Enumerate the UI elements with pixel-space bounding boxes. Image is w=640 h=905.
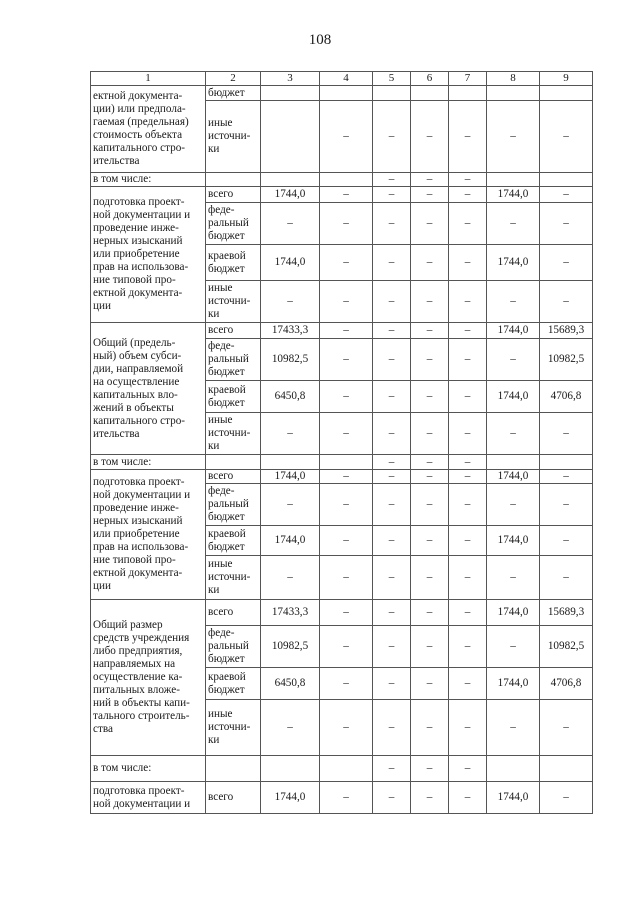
- funding-source: всего: [206, 600, 261, 626]
- value-cell: 1744,0: [487, 782, 540, 814]
- value-cell: –: [373, 413, 411, 455]
- column-header: 3: [261, 72, 320, 86]
- value-cell: [320, 173, 373, 187]
- value-cell: –: [487, 339, 540, 381]
- value-cell: 17433,3: [261, 323, 320, 339]
- value-cell: [261, 455, 320, 470]
- table-row: [91, 187, 593, 203]
- value-cell: –: [373, 203, 411, 245]
- value-cell: –: [411, 339, 449, 381]
- value-cell: –: [411, 455, 449, 470]
- row-description: ектной документа- ции) или предпола- гаемая (предельная) стоимость объекта капитального стро- ительства: [91, 86, 206, 173]
- value-cell: 15689,3: [540, 600, 593, 626]
- value-cell: –: [320, 381, 373, 413]
- value-cell: –: [487, 413, 540, 455]
- value-cell: –: [411, 413, 449, 455]
- value-cell: –: [449, 526, 487, 556]
- value-cell: 1744,0: [487, 526, 540, 556]
- value-cell: –: [320, 782, 373, 814]
- value-cell: 6450,8: [261, 668, 320, 700]
- value-cell: –: [411, 626, 449, 668]
- column-header: 2: [206, 72, 261, 86]
- value-cell: –: [261, 281, 320, 323]
- value-cell: –: [411, 381, 449, 413]
- value-cell: –: [320, 203, 373, 245]
- value-cell: –: [373, 668, 411, 700]
- value-cell: 17433,3: [261, 600, 320, 626]
- value-cell: 10982,5: [261, 339, 320, 381]
- column-header: 6: [411, 72, 449, 86]
- value-cell: –: [320, 245, 373, 281]
- value-cell: –: [449, 626, 487, 668]
- funding-source: иные источни- ки: [206, 556, 261, 600]
- value-cell: 1744,0: [487, 187, 540, 203]
- value-cell: –: [449, 756, 487, 782]
- value-cell: 1744,0: [487, 470, 540, 484]
- value-cell: –: [411, 556, 449, 600]
- value-cell: –: [487, 556, 540, 600]
- value-cell: –: [449, 323, 487, 339]
- column-header: 4: [320, 72, 373, 86]
- funding-source: краевой бюджет: [206, 381, 261, 413]
- table-row: [91, 782, 593, 814]
- table-row: [91, 86, 593, 101]
- value-cell: –: [449, 668, 487, 700]
- value-cell: [540, 455, 593, 470]
- value-cell: 1744,0: [487, 381, 540, 413]
- value-cell: –: [487, 484, 540, 526]
- value-cell: –: [320, 187, 373, 203]
- value-cell: –: [411, 323, 449, 339]
- value-cell: –: [411, 101, 449, 173]
- funding-source: [206, 756, 261, 782]
- value-cell: –: [449, 600, 487, 626]
- value-cell: –: [449, 173, 487, 187]
- value-cell: –: [540, 203, 593, 245]
- value-cell: –: [449, 101, 487, 173]
- column-header: 5: [373, 72, 411, 86]
- value-cell: [261, 86, 320, 101]
- value-cell: –: [540, 782, 593, 814]
- header-row: [91, 72, 593, 86]
- funding-source: краевой бюджет: [206, 245, 261, 281]
- value-cell: –: [320, 700, 373, 756]
- value-cell: –: [449, 187, 487, 203]
- value-cell: –: [411, 470, 449, 484]
- funding-source: феде- ральный бюджет: [206, 339, 261, 381]
- value-cell: –: [373, 323, 411, 339]
- value-cell: –: [540, 187, 593, 203]
- value-cell: –: [540, 556, 593, 600]
- value-cell: 1744,0: [487, 600, 540, 626]
- value-cell: [487, 455, 540, 470]
- value-cell: –: [540, 700, 593, 756]
- row-description: в том числе:: [91, 455, 206, 470]
- value-cell: 10982,5: [261, 626, 320, 668]
- value-cell: 1744,0: [261, 245, 320, 281]
- funding-source: краевой бюджет: [206, 526, 261, 556]
- value-cell: –: [411, 600, 449, 626]
- funding-source: [206, 455, 261, 470]
- value-cell: 1744,0: [261, 526, 320, 556]
- value-cell: –: [449, 556, 487, 600]
- value-cell: –: [449, 203, 487, 245]
- value-cell: 10982,5: [540, 626, 593, 668]
- value-cell: –: [320, 526, 373, 556]
- value-cell: –: [411, 756, 449, 782]
- value-cell: –: [540, 470, 593, 484]
- row-description: подготовка проект- ной документации и: [91, 782, 206, 814]
- value-cell: [373, 86, 411, 101]
- budget-table: [90, 71, 593, 814]
- column-header: 1: [91, 72, 206, 86]
- table-row: [91, 756, 593, 782]
- value-cell: –: [261, 556, 320, 600]
- funding-source: иные источни- ки: [206, 413, 261, 455]
- value-cell: 1744,0: [261, 782, 320, 814]
- value-cell: –: [540, 281, 593, 323]
- funding-source: феде- ральный бюджет: [206, 484, 261, 526]
- value-cell: –: [261, 700, 320, 756]
- value-cell: –: [320, 281, 373, 323]
- row-description: Общий размер средств учреждения либо предприятия, направляемых на осуществление ка- питальных вложе- ний в объекты капи- тального строитель- ства: [91, 600, 206, 756]
- value-cell: [261, 101, 320, 173]
- value-cell: –: [411, 700, 449, 756]
- value-cell: –: [320, 600, 373, 626]
- value-cell: –: [373, 626, 411, 668]
- value-cell: [261, 756, 320, 782]
- value-cell: 1744,0: [261, 187, 320, 203]
- table-row: [91, 455, 593, 470]
- value-cell: –: [449, 281, 487, 323]
- value-cell: –: [449, 782, 487, 814]
- value-cell: –: [261, 484, 320, 526]
- value-cell: –: [449, 245, 487, 281]
- value-cell: –: [373, 556, 411, 600]
- value-cell: 15689,3: [540, 323, 593, 339]
- funding-source: всего: [206, 470, 261, 484]
- funding-source: феде- ральный бюджет: [206, 203, 261, 245]
- value-cell: –: [411, 281, 449, 323]
- value-cell: [540, 756, 593, 782]
- value-cell: –: [411, 203, 449, 245]
- funding-source: бюджет: [206, 86, 261, 101]
- value-cell: –: [373, 245, 411, 281]
- value-cell: –: [373, 484, 411, 526]
- value-cell: –: [320, 484, 373, 526]
- value-cell: –: [540, 245, 593, 281]
- value-cell: –: [320, 470, 373, 484]
- value-cell: –: [373, 756, 411, 782]
- value-cell: –: [449, 455, 487, 470]
- funding-source: краевой бюджет: [206, 668, 261, 700]
- value-cell: [540, 173, 593, 187]
- value-cell: –: [320, 626, 373, 668]
- funding-source: иные источни- ки: [206, 101, 261, 173]
- value-cell: –: [487, 203, 540, 245]
- value-cell: [487, 86, 540, 101]
- funding-source: всего: [206, 323, 261, 339]
- value-cell: –: [540, 101, 593, 173]
- value-cell: –: [449, 413, 487, 455]
- funding-source: иные источни- ки: [206, 700, 261, 756]
- value-cell: [320, 756, 373, 782]
- row-description: Общий (предель- ный) объем субси- дии, направляемой на осуществление капитальных вло- жений в объекты капитального стро- ительства: [91, 323, 206, 455]
- value-cell: –: [487, 281, 540, 323]
- row-description: в том числе:: [91, 756, 206, 782]
- value-cell: [320, 86, 373, 101]
- value-cell: –: [411, 245, 449, 281]
- value-cell: –: [373, 600, 411, 626]
- value-cell: [261, 173, 320, 187]
- table-row: [91, 323, 593, 339]
- value-cell: –: [320, 323, 373, 339]
- value-cell: –: [373, 526, 411, 556]
- value-cell: –: [320, 339, 373, 381]
- value-cell: –: [540, 526, 593, 556]
- value-cell: –: [261, 203, 320, 245]
- value-cell: –: [373, 173, 411, 187]
- value-cell: –: [320, 413, 373, 455]
- table-body: [91, 86, 593, 814]
- funding-source: феде- ральный бюджет: [206, 626, 261, 668]
- value-cell: –: [411, 187, 449, 203]
- funding-source: всего: [206, 782, 261, 814]
- value-cell: 1744,0: [487, 245, 540, 281]
- value-cell: –: [261, 413, 320, 455]
- value-cell: –: [373, 700, 411, 756]
- value-cell: –: [449, 484, 487, 526]
- value-cell: 4706,8: [540, 668, 593, 700]
- funding-source: иные источни- ки: [206, 281, 261, 323]
- value-cell: –: [373, 782, 411, 814]
- value-cell: –: [449, 470, 487, 484]
- value-cell: –: [487, 626, 540, 668]
- value-cell: –: [540, 484, 593, 526]
- row-description: подготовка проект- ной документации и проведение инже- нерных изысканий или приобретение прав на использова- ние типовой про- ектной документа- ции: [91, 187, 206, 323]
- row-description: в том числе:: [91, 173, 206, 187]
- value-cell: –: [540, 413, 593, 455]
- value-cell: –: [449, 381, 487, 413]
- page-number: 108: [308, 32, 332, 48]
- value-cell: [411, 86, 449, 101]
- value-cell: –: [373, 339, 411, 381]
- value-cell: –: [320, 668, 373, 700]
- value-cell: –: [449, 339, 487, 381]
- table-row: [91, 470, 593, 484]
- value-cell: [487, 756, 540, 782]
- value-cell: –: [411, 668, 449, 700]
- value-cell: –: [449, 700, 487, 756]
- value-cell: –: [411, 782, 449, 814]
- value-cell: –: [411, 484, 449, 526]
- value-cell: [540, 86, 593, 101]
- value-cell: [487, 173, 540, 187]
- value-cell: –: [411, 526, 449, 556]
- value-cell: 1744,0: [487, 323, 540, 339]
- value-cell: –: [373, 187, 411, 203]
- value-cell: 1744,0: [261, 470, 320, 484]
- funding-source: всего: [206, 187, 261, 203]
- value-cell: 10982,5: [540, 339, 593, 381]
- value-cell: –: [373, 455, 411, 470]
- value-cell: –: [373, 101, 411, 173]
- value-cell: –: [373, 281, 411, 323]
- funding-source: [206, 173, 261, 187]
- table-row: [91, 173, 593, 187]
- row-description: подготовка проект- ной документации и проведение инже- нерных изысканий или приобретение прав на использова- ние типовой про- ектной документа- ции: [91, 470, 206, 600]
- value-cell: –: [320, 101, 373, 173]
- value-cell: [320, 455, 373, 470]
- value-cell: –: [320, 556, 373, 600]
- value-cell: –: [487, 700, 540, 756]
- value-cell: 6450,8: [261, 381, 320, 413]
- value-cell: 1744,0: [487, 668, 540, 700]
- column-header: 9: [540, 72, 593, 86]
- value-cell: –: [373, 470, 411, 484]
- value-cell: –: [487, 101, 540, 173]
- column-header: 8: [487, 72, 540, 86]
- value-cell: –: [373, 381, 411, 413]
- value-cell: 4706,8: [540, 381, 593, 413]
- table-row: [91, 600, 593, 626]
- column-header: 7: [449, 72, 487, 86]
- value-cell: –: [411, 173, 449, 187]
- value-cell: [449, 86, 487, 101]
